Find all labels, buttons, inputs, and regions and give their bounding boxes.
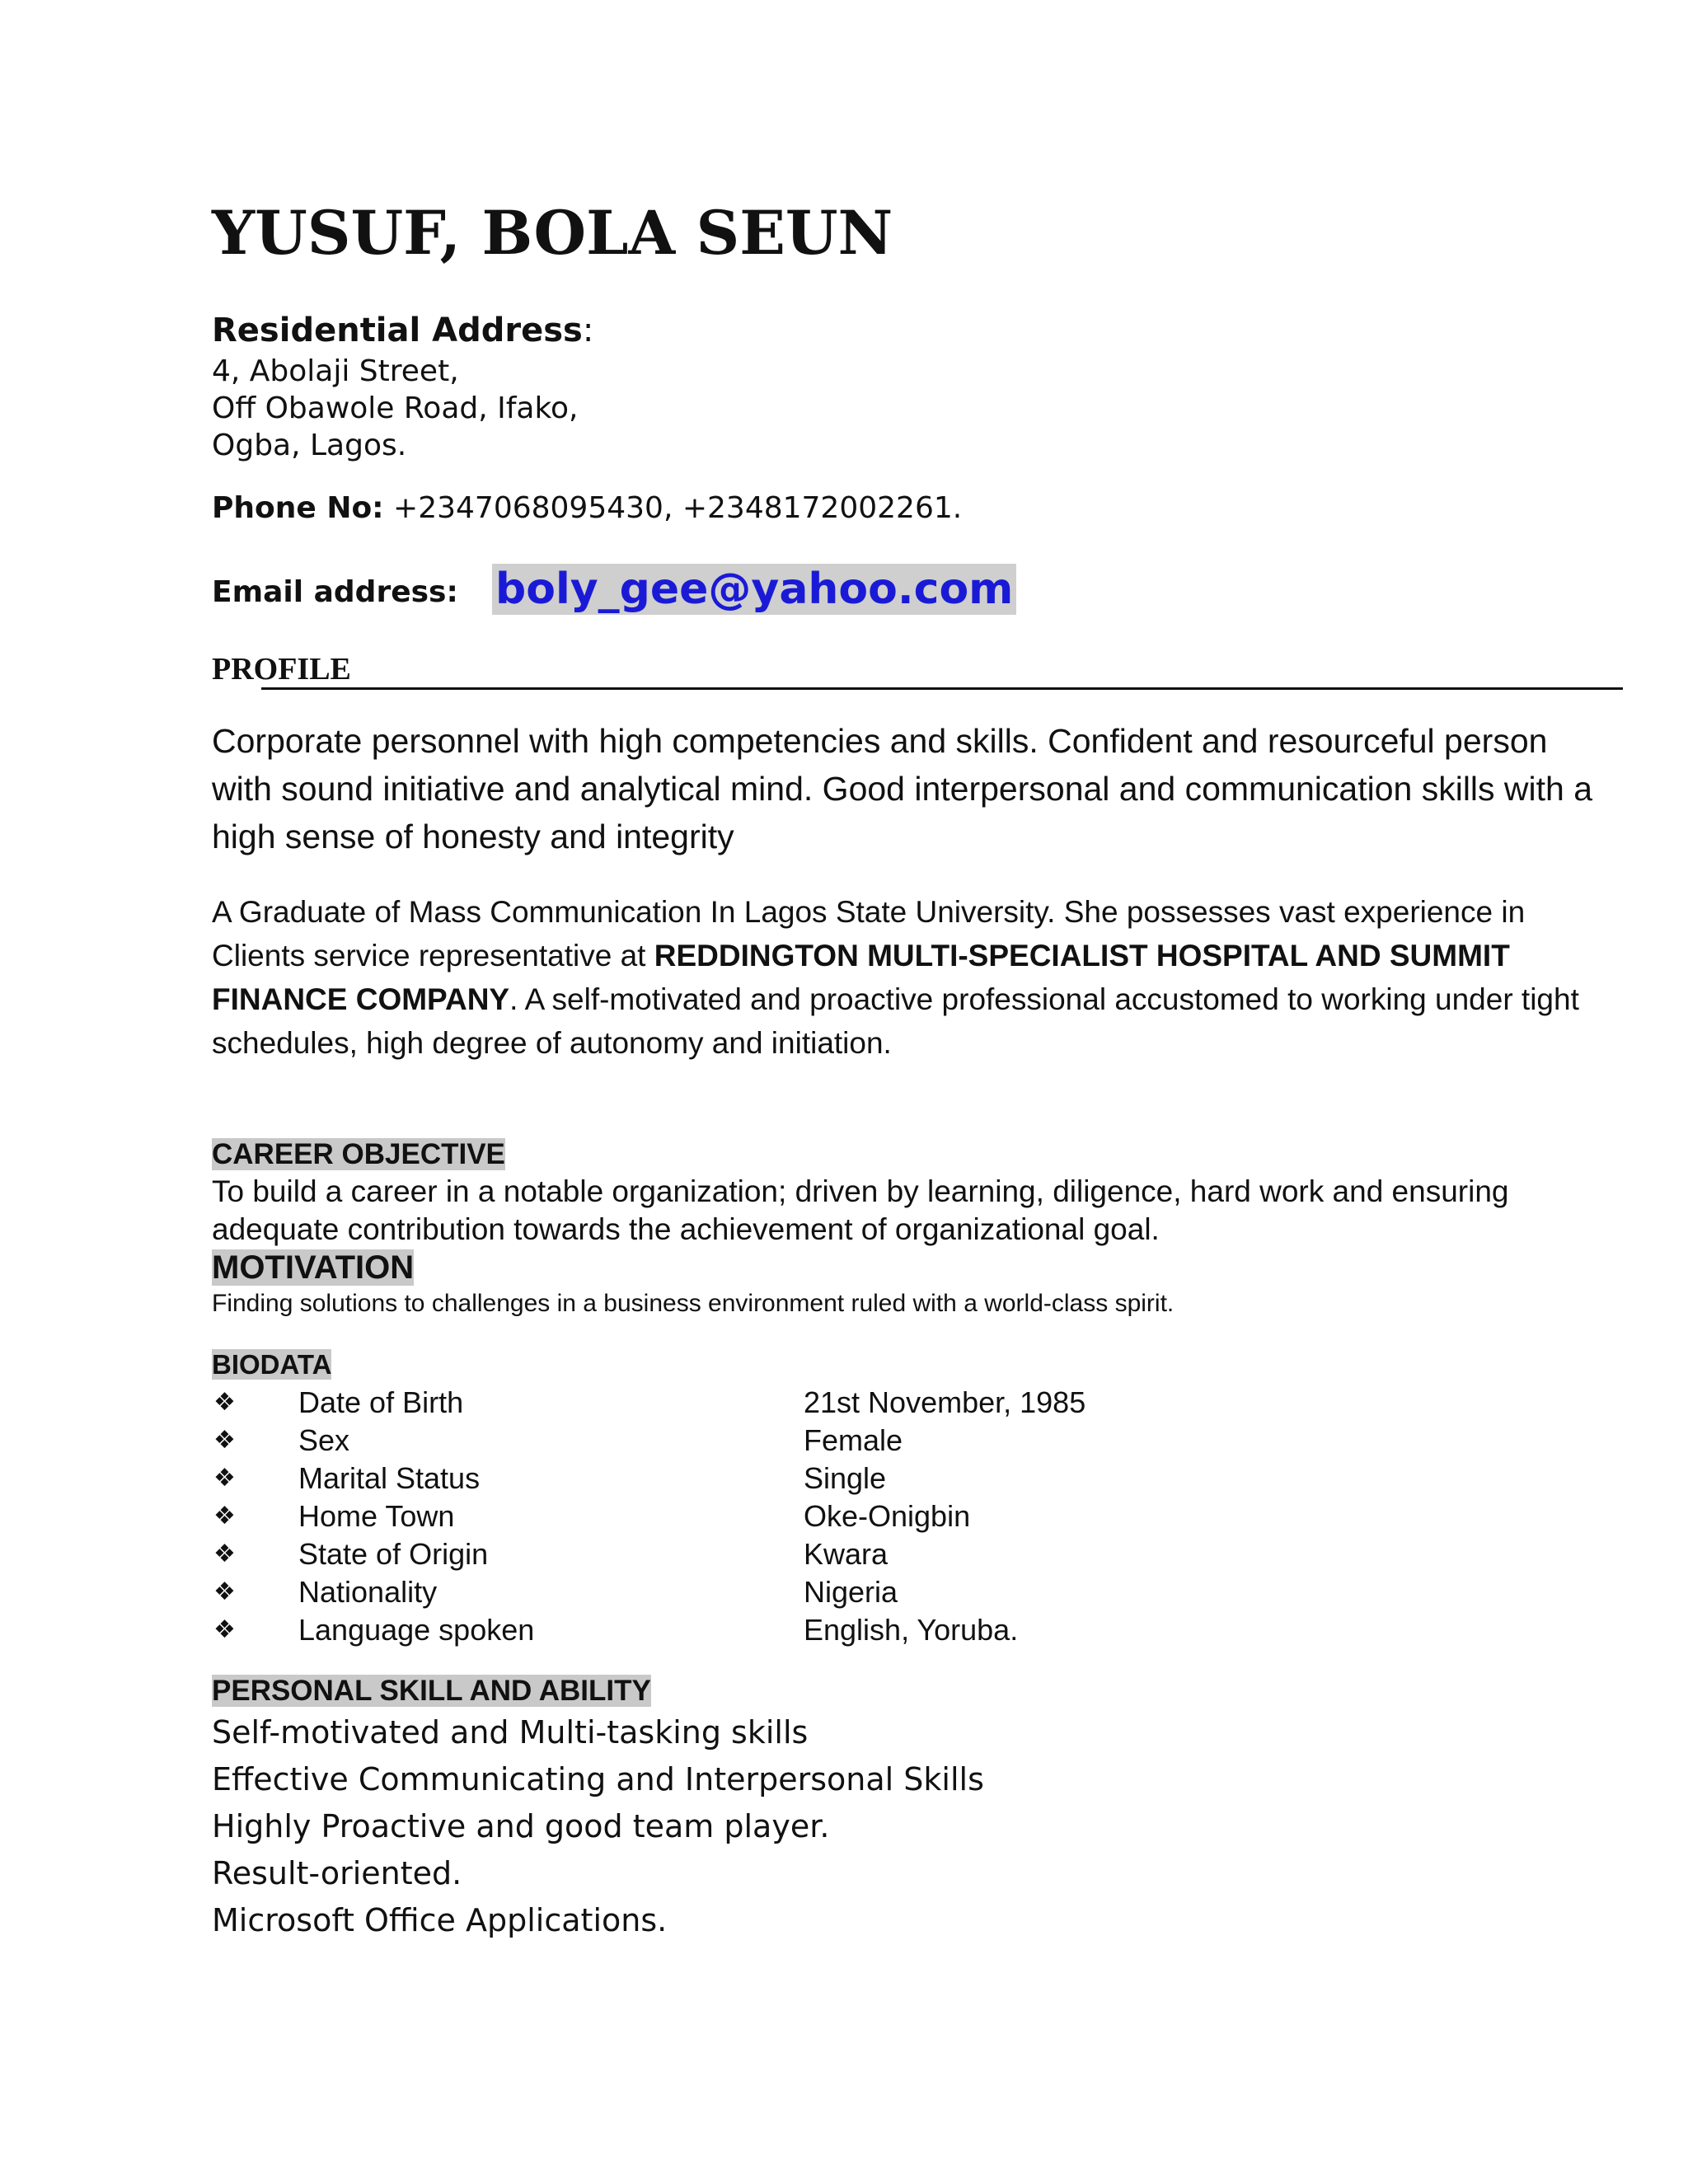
motivation-label: MOTIVATION [212,1249,415,1286]
address-heading [212,312,593,349]
skills-list [212,1709,984,1944]
skills-heading [212,1674,651,1708]
diamond-bullet-icon: ❖ [213,1577,236,1606]
biodata-label-cell: Home Town [298,1499,455,1533]
address-label: Residential Address [212,312,583,349]
profile-experience [212,890,1597,1065]
profile-summary: Corporate personnel with high competencies and skills. Confident and resourceful person with sound initiative and analytical mind. Good interpersonal and communication skills with a high sense of honesty and integrity [212,722,1593,855]
skill-item: Self-motivated and Multi-tasking skills [212,1714,809,1750]
skill-item: Effective Communicating and Interpersonal Skills [212,1761,984,1797]
address-block [212,353,579,464]
biodata-label-cell: Marital Status [298,1461,481,1495]
profile-divider [261,687,1623,690]
diamond-bullet-icon: ❖ [213,1540,236,1568]
phone-row [212,491,962,525]
biodata-value-cell: Kwara [804,1537,889,1571]
career-objective-text: To build a career in a notable organization; driven by learning, diligence, hard work and ensuring adequate contribution towards the achievement of organizational goal. [212,1174,1509,1246]
address-line: Ogba, Lagos. [212,429,407,462]
career-objective-label: CAREER OBJECTIVE [212,1138,505,1170]
address-colon: : [582,312,594,349]
phone-value: +2347068095430, +2348172002261. [383,491,963,525]
skill-item: Microsoft Office Applications. [212,1902,668,1938]
address-line: Off Obawole Road, Ifako, [212,391,579,425]
biodata-label: BIODATA [212,1349,332,1380]
biodata-label-cell: State of Origin [298,1537,489,1571]
motivation-heading [212,1248,414,1287]
skill-item: Result-oriented. [212,1855,462,1891]
biodata-value-cell: Female [804,1423,903,1457]
diamond-bullet-icon: ❖ [213,1388,236,1417]
biodata-value-cell: Oke-Onigbin [804,1499,971,1533]
biodata-value-cell: English, Yoruba. [804,1613,1019,1647]
diamond-bullet-icon: ❖ [213,1464,236,1493]
biodata-list [212,1384,1366,1649]
profile-experience-text-end: . A self-motivated and proactive professional accustomed to working under tight schedules, high degree of autonomy and initiation. [212,982,1579,1060]
skills-label: PERSONAL SKILL AND ABILITY [212,1675,651,1707]
biodata-value-cell: Single [804,1461,887,1495]
biodata-label-cell: Date of Birth [298,1385,464,1419]
biodata-row [212,1384,1366,1422]
profile-employers: REDDINGTON MULTI-SPECIALIST HOSPITAL AND SUMMIT FINANCE COMPANY [212,939,1510,1016]
diamond-bullet-icon: ❖ [213,1615,236,1644]
biodata-label-cell: Nationality [298,1575,438,1609]
biodata-label-cell: Sex [298,1423,350,1457]
biodata-value-cell: Nigeria [804,1575,898,1609]
diamond-bullet-icon: ❖ [213,1426,236,1455]
biodata-row [212,1535,1366,1573]
address-line: 4, Abolaji Street, [212,354,459,388]
email-link[interactable]: boly_gee@yahoo.com [492,564,1016,615]
biodata-row [212,1611,1366,1649]
email-label: Email address: [212,575,458,609]
biodata-row [212,1573,1366,1611]
diamond-bullet-icon: ❖ [213,1502,236,1530]
biodata-row [212,1497,1366,1535]
biodata-value-cell: 21st November, 1985 [804,1385,1086,1419]
biodata-row [212,1422,1366,1460]
candidate-name: YUSUF, BOLA SEUN [212,198,893,269]
motivation-text: Finding solutions to challenges in a business environment ruled with a world-class spirit. [212,1290,1175,1317]
biodata-row [212,1460,1366,1497]
career-objective-heading [212,1137,505,1172]
skill-item: Highly Proactive and good team player. [212,1808,830,1844]
profile-heading: PROFILE [212,652,351,687]
profile-experience-text: A Graduate of Mass Communication In Lagos State University. She possesses vast experience in Clients service representative at [212,895,1526,972]
biodata-heading [212,1348,331,1381]
phone-label: Phone No: [212,491,384,525]
biodata-label-cell: Language spoken [298,1613,535,1647]
